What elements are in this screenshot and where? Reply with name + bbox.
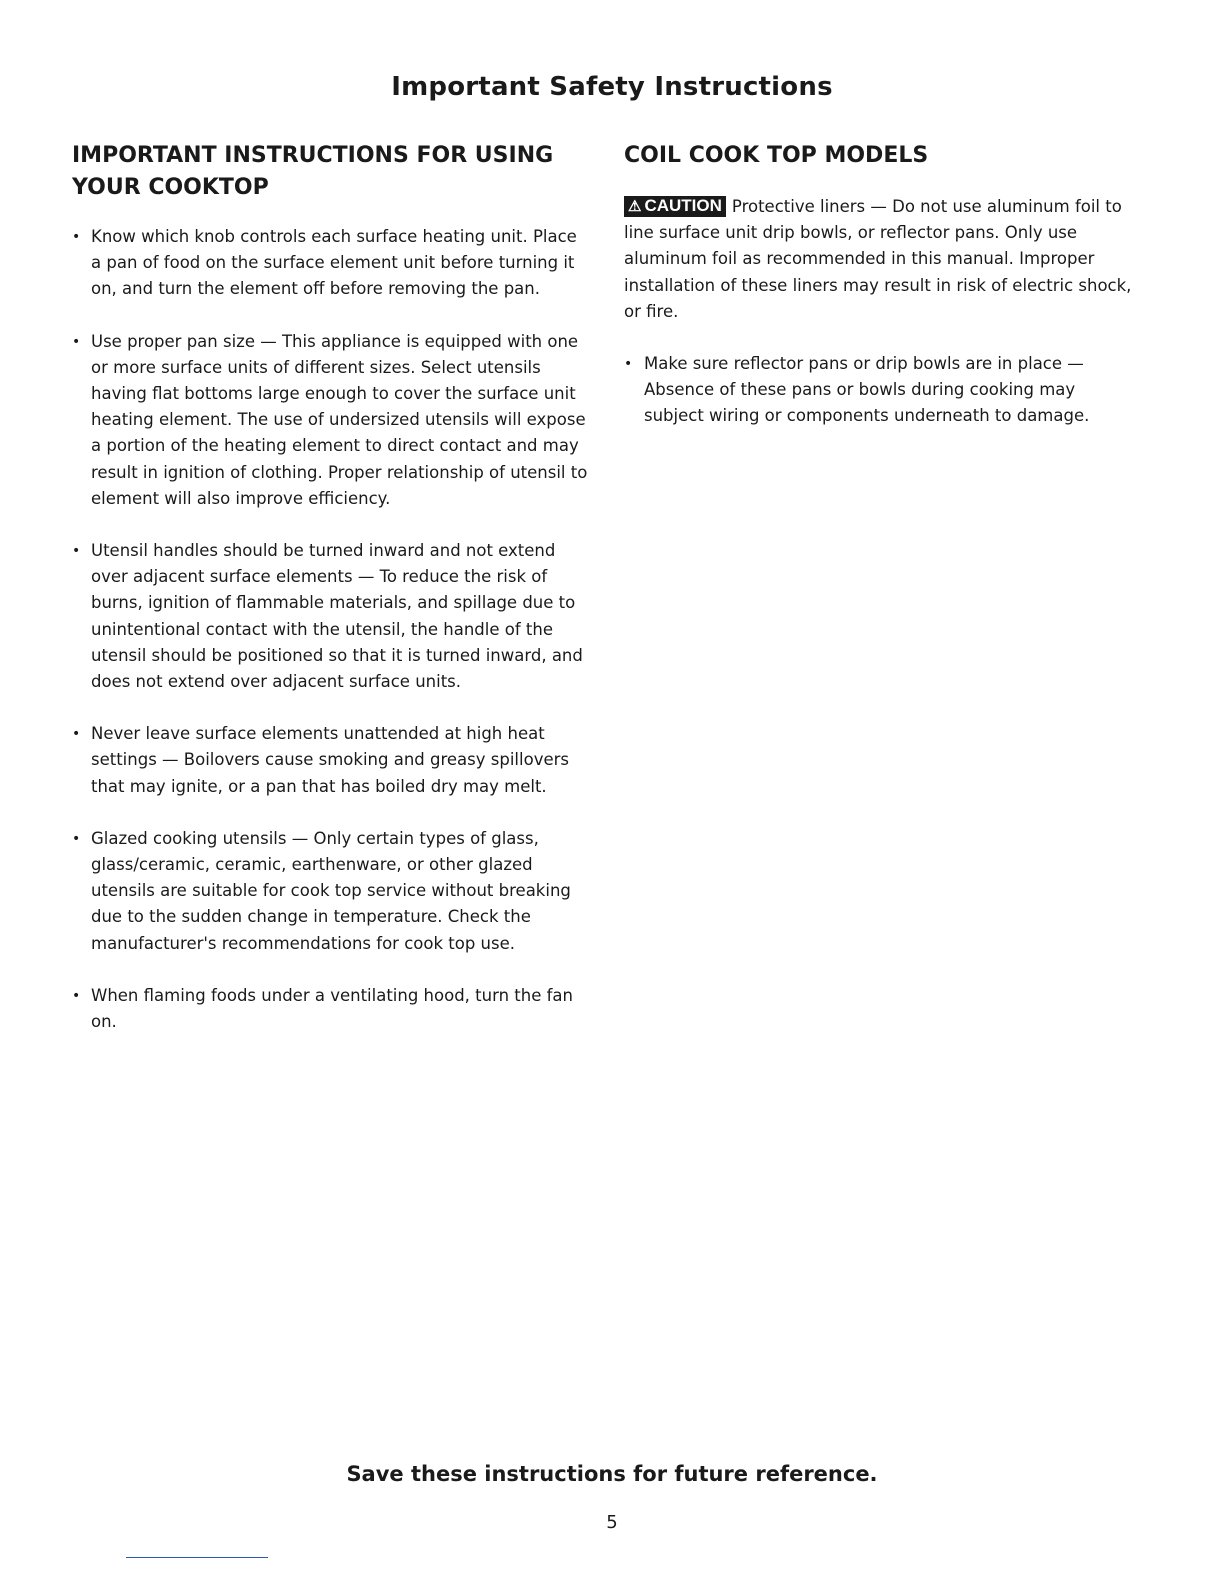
list-item-text: When flaming foods under a ventilating hood, turn the fan on. bbox=[91, 985, 573, 1032]
list-item bbox=[624, 351, 1134, 430]
caution-text: Protective liners — Do not use aluminum foil to line surface unit drip bowls, or reflector pans. Only use aluminum foil as recommended in this manual. Improper installation of these liners may result in risk of electric shock, or fire. bbox=[624, 197, 1132, 321]
caution-badge bbox=[624, 196, 726, 217]
left-column bbox=[72, 140, 592, 1061]
bullet-icon: • bbox=[72, 987, 81, 1004]
bullet-icon: • bbox=[72, 333, 81, 350]
coil-cooktop-heading: COIL COOK TOP MODELS bbox=[624, 143, 929, 168]
list-item-text: Make sure reflector pans or drip bowls are in place — Absence of these pans or bowls during cooking may subject wiring or components underneath to damage. bbox=[644, 354, 1090, 426]
bullet-icon: • bbox=[72, 543, 81, 560]
page-title: Important Safety Instructions bbox=[391, 72, 833, 102]
bullet-icon: • bbox=[72, 830, 81, 847]
footer-rule bbox=[126, 1557, 268, 1558]
list-item-text: Never leave surface elements unattended at high heat settings — Boilovers cause smoking and greasy spillovers that may ignite, or a pan that has boiled dry may melt. bbox=[91, 724, 569, 796]
list-item-text: Know which knob controls each surface heating unit. Place a pan of food on the surface element unit before turning it on, and turn the element off before removing the pan. bbox=[91, 227, 577, 299]
list-item bbox=[72, 721, 592, 800]
bullet-icon: • bbox=[72, 726, 81, 743]
caution-paragraph bbox=[624, 194, 1134, 325]
coil-cooktop-list bbox=[624, 351, 1134, 430]
list-item bbox=[72, 826, 592, 957]
page-number: 5 bbox=[606, 1512, 618, 1533]
list-item bbox=[72, 983, 592, 1035]
list-item-text: Utensil handles should be turned inward and not extend over adjacent surface elements — To reduce the risk of burns, ignition of flammable materials, and spillage due to unintentional contact with the utensil, the handle of the utensil should be positioned so that it is turned inward, and does not extend over adjacent surface units. bbox=[91, 541, 583, 692]
caution-label: CAUTION bbox=[644, 196, 722, 215]
cooktop-instructions-heading: IMPORTANT INSTRUCTIONS FOR USING YOUR COOKTOP bbox=[72, 143, 554, 200]
list-item bbox=[72, 329, 592, 512]
cooktop-instructions-list bbox=[72, 224, 592, 1035]
footer-note: Save these instructions for future reference. bbox=[346, 1462, 878, 1486]
bullet-icon: • bbox=[72, 229, 81, 245]
list-item-text: Use proper pan size — This appliance is equipped with one or more surface units of different sizes. Select utensils having flat bottoms large enough to cover the surface unit heating element. The use of undersized utensils will expose a portion of the heating element to direct contact and may result in ignition of clothing. Proper relationship of utensil to element will also improve efficiency. bbox=[91, 331, 588, 508]
warning-triangle-icon: ⚠ bbox=[628, 198, 642, 215]
list-item bbox=[72, 538, 592, 695]
list-item bbox=[72, 224, 592, 303]
bullet-icon: • bbox=[624, 356, 633, 373]
list-item-text: Glazed cooking utensils — Only certain types of glass, glass/ceramic, ceramic, earthenware, or other glazed utensils are suitable for cook top service without breaking due to the sudden change in temperature. Check the manufacturer's recommendations for cook top use. bbox=[91, 828, 571, 953]
right-column bbox=[624, 140, 1134, 456]
